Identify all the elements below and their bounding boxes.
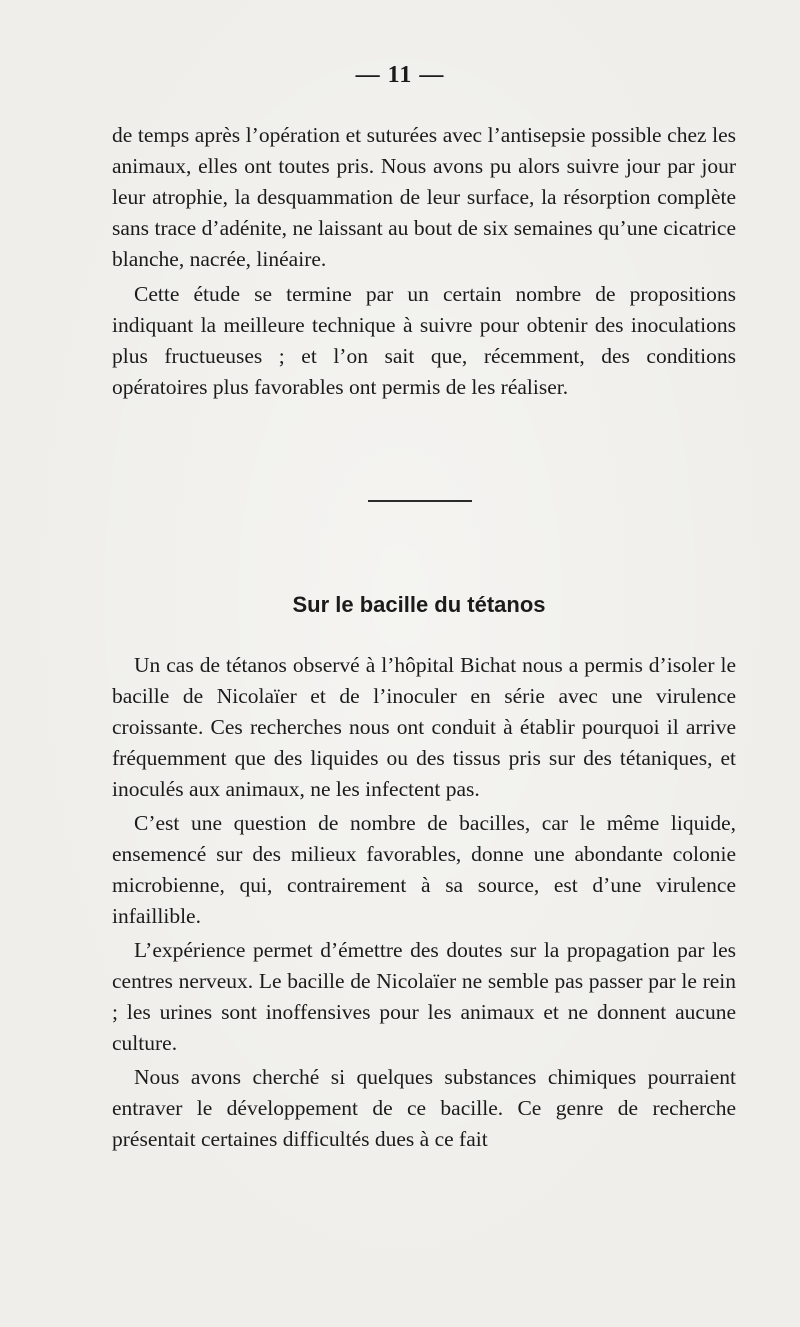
paragraph: Cette étude se termine par un certain nombre de propositions indiquant la meilleure technique à suivre pour obtenir des inoculations plus fructueuses ; et l’on sait que, récemment, des conditions opératoires plus favorables ont permis de les réaliser.	[112, 282, 736, 399]
paragraph: Un cas de tétanos observé à l’hôpital Bichat nous a permis d’isoler le bacille de Nicolaïer et de l’inoculer en série avec une virulence croissante. Ces recherches nous ont conduit à établir pourquoi il arrive fréquemment que des liquides ou des tissus pris sur des tétaniques, et inoculés aux animaux, ne les infectent pas.	[112, 653, 736, 801]
paragraph: Nous avons cherché si quelques substances chimiques pourraient entraver le développement de ce bacille. Ce genre de recherche présentait certaines difficultés dues à ce fait	[112, 1065, 736, 1151]
section-2-text	[112, 650, 736, 1155]
paragraph: L’expérience permet d’émettre des doutes sur la propagation par les centres nerveux. Le bacille de Nicolaïer ne semble pas passer par le rein ; les urines sont inoffensives pour les animaux et ne donnent aucune culture.	[112, 938, 736, 1055]
section-divider	[368, 500, 472, 502]
paragraph: C’est une question de nombre de bacilles, car le même liquide, ensemencé sur des milieux favorables, donne une abondante colonie microbienne, qui, contrairement à sa source, est d’une virulence infaillible.	[112, 811, 736, 928]
paragraph: de temps après l’opération et suturées avec l’antisepsie possible chez les animaux, elles ont toutes pris. Nous avons pu alors suivre jour par jour leur atrophie, la desquammation de leur surface, la résorption complète sans trace d’adénite, ne laissant au bout de six semaines qu’une cicatrice blanche, nacrée, linéaire.	[112, 123, 736, 271]
section-1-text	[112, 120, 736, 403]
page-number: — 11 —	[355, 62, 445, 88]
section-title: Sur le bacille du tétanos	[292, 592, 546, 617]
